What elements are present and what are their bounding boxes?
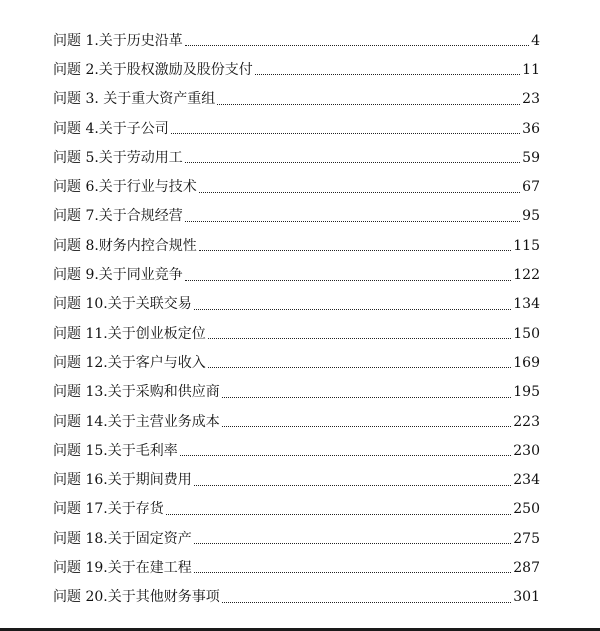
toc-entry[interactable] [53,202,540,231]
toc-entry-title: 问题 10.关于关联交易 [53,296,192,313]
toc-entry[interactable] [53,348,540,377]
toc-entry[interactable] [53,85,540,114]
toc-entry-page: 230 [513,442,540,459]
toc-entry[interactable] [53,378,540,407]
toc-entry-title: 问题 1.关于历史沿革 [53,32,183,49]
dot-leader [180,455,512,456]
toc-entry-title: 问题 15.关于毛利率 [53,442,178,459]
toc-entry[interactable] [53,26,540,55]
toc-entry-page: 115 [513,237,540,254]
toc-entry-title: 问题 14.关于主营业务成本 [53,413,220,430]
toc-entry-title: 问题 16.关于期间费用 [53,472,192,489]
toc-entry-title: 问题 2.关于股权激励及股份支付 [53,61,253,78]
toc-entry-title: 问题 13.关于采购和供应商 [53,384,220,401]
toc-entry[interactable] [53,495,540,524]
toc-entry-title: 问题 3. 关于重大资产重组 [53,91,216,108]
toc-entry-page: 234 [513,472,540,489]
dot-leader [185,221,520,222]
dot-leader [194,543,512,544]
dot-leader [217,104,520,105]
toc-entry-page: 169 [513,354,540,371]
toc-entry[interactable] [53,319,540,348]
dot-leader [208,367,512,368]
toc-entry[interactable] [53,172,540,201]
dot-leader [199,192,520,193]
toc-entry[interactable] [53,407,540,436]
toc-entry-title: 问题 4.关于子公司 [53,120,169,137]
dot-leader [185,162,520,163]
toc-entry-title: 问题 9.关于同业竞争 [53,267,183,284]
dot-leader [194,572,512,573]
toc-entry[interactable] [53,114,540,143]
toc-entry[interactable] [53,583,540,612]
toc-entry-page: 67 [522,179,540,196]
toc-entry[interactable] [53,55,540,84]
toc-entry-page: 11 [522,61,540,78]
toc-entry-page: 23 [522,91,540,108]
toc-entry-title: 问题 6.关于行业与技术 [53,179,197,196]
toc-entry[interactable] [53,524,540,553]
toc-entry-page: 122 [513,267,540,284]
toc-entry[interactable] [53,143,540,172]
dot-leader [194,309,512,310]
dot-leader [255,74,520,75]
dot-leader [199,250,511,251]
table-of-contents [53,26,540,612]
toc-entry-page: 36 [522,120,540,137]
toc-entry-title: 问题 7.关于合规经营 [53,208,183,225]
toc-entry[interactable] [53,260,540,289]
toc-entry-title: 问题 11.关于创业板定位 [53,325,206,342]
toc-entry[interactable] [53,553,540,582]
toc-entry[interactable] [53,465,540,494]
toc-entry-page: 134 [513,296,540,313]
toc-entry[interactable] [53,290,540,319]
toc-entry-page: 250 [513,501,540,518]
dot-leader [222,426,512,427]
toc-entry-title: 问题 18.关于固定资产 [53,530,192,547]
dot-leader [166,514,512,515]
toc-entry-page: 287 [513,559,540,576]
dot-leader [185,45,529,46]
dot-leader [194,485,512,486]
toc-entry-page: 95 [522,208,540,225]
toc-entry-title: 问题 8.财务内控合规性 [53,237,197,254]
toc-entry-page: 195 [513,384,540,401]
toc-entry-page: 275 [513,530,540,547]
dot-leader [171,133,520,134]
toc-entry-title: 问题 17.关于存货 [53,501,164,518]
dot-leader [222,397,512,398]
toc-entry-title: 问题 20.关于其他财务事项 [53,589,220,606]
toc-entry-title: 问题 12.关于客户与收入 [53,354,206,371]
dot-leader [222,602,512,603]
dot-leader [208,338,512,339]
toc-entry-title: 问题 5.关于劳动用工 [53,149,183,166]
dot-leader [185,280,511,281]
toc-entry-page: 150 [513,325,540,342]
toc-entry-title: 问题 19.关于在建工程 [53,559,192,576]
toc-entry-page: 4 [531,32,540,49]
toc-entry[interactable] [53,231,540,260]
toc-entry-page: 301 [513,589,540,606]
toc-entry-page: 59 [522,149,540,166]
toc-entry[interactable] [53,436,540,465]
toc-entry-page: 223 [513,413,540,430]
